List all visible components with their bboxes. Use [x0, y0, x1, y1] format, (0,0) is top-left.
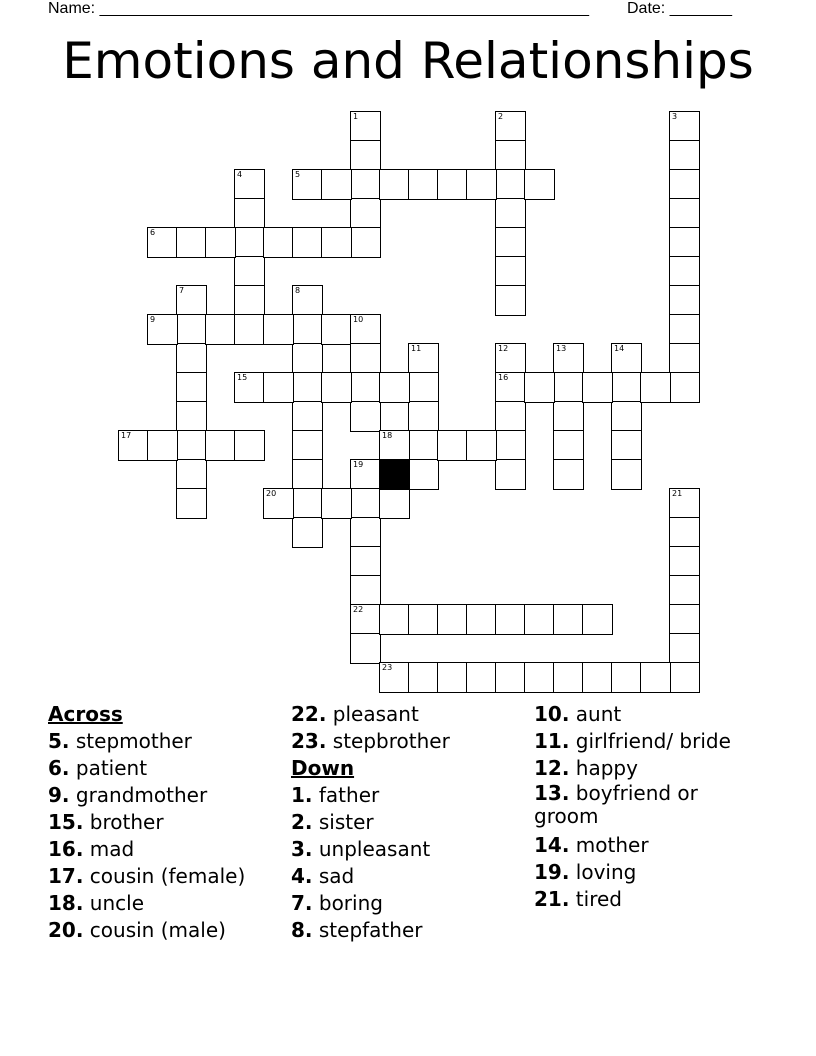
grid-cell[interactable] — [350, 140, 381, 171]
grid-cell[interactable] — [495, 169, 526, 200]
grid-cell[interactable] — [350, 633, 381, 664]
grid-cell[interactable] — [321, 372, 352, 403]
grid-cell[interactable] — [176, 285, 207, 316]
grid-cell[interactable] — [669, 198, 700, 229]
grid-cell[interactable] — [350, 198, 381, 229]
grid-cell[interactable] — [263, 372, 294, 403]
page-title: Emotions and Relationships — [62, 32, 754, 90]
clue-number: 22 — [353, 605, 364, 614]
grid-cell[interactable] — [495, 604, 526, 635]
clue-number: 19 — [353, 460, 364, 469]
clue-number: 13 — [556, 344, 567, 353]
grid-cell[interactable] — [669, 343, 700, 374]
grid-cell[interactable] — [350, 343, 381, 374]
grid-cell[interactable] — [495, 430, 526, 461]
grid-cell[interactable] — [292, 517, 323, 548]
grid-cell[interactable] — [321, 227, 352, 258]
grid-cell[interactable] — [408, 459, 439, 490]
clue-across-16: 16. mad — [48, 837, 135, 861]
clue-across-20: 20. cousin (male) — [48, 918, 226, 942]
grid-cell[interactable] — [205, 227, 236, 258]
clue-number: 5 — [295, 170, 301, 179]
grid-cell[interactable] — [379, 662, 410, 693]
clue-down-14: 14. mother — [534, 833, 649, 857]
grid-cell[interactable] — [263, 314, 294, 345]
grid-cell[interactable] — [292, 285, 323, 316]
grid-cell[interactable] — [292, 314, 323, 345]
grid-cell[interactable] — [176, 488, 207, 519]
down-heading: Down — [291, 756, 355, 780]
grid-cell[interactable] — [553, 343, 584, 374]
clue-column-3 — [534, 701, 764, 913]
clue-down-4: 4. sad — [291, 864, 355, 888]
grid-cell[interactable] — [611, 401, 642, 432]
clue-down-19: 19. loving — [534, 860, 637, 884]
clue-number: 16 — [498, 373, 509, 382]
grid-cell[interactable] — [350, 459, 381, 490]
grid-cell[interactable] — [118, 430, 149, 461]
grid-cell[interactable] — [669, 227, 700, 258]
clue-down-8: 8. stepfather — [291, 918, 423, 942]
grid-cell[interactable] — [495, 343, 526, 374]
grid-cell[interactable] — [437, 662, 468, 693]
grid-cell[interactable] — [669, 111, 700, 142]
grid-cell[interactable] — [321, 488, 352, 519]
grid-cell[interactable] — [553, 604, 584, 635]
clue-across-18: 18. uncle — [48, 891, 145, 915]
grid-cell[interactable] — [379, 169, 410, 200]
grid-cell[interactable] — [495, 459, 526, 490]
grid-cell[interactable] — [669, 633, 700, 664]
clue-down-7: 7. boring — [291, 891, 383, 915]
grid-cell[interactable] — [176, 401, 207, 432]
grid-cell[interactable] — [408, 343, 439, 374]
clue-number: 4 — [237, 170, 243, 179]
grid-cell[interactable] — [292, 401, 323, 432]
grid-cell[interactable] — [350, 111, 381, 142]
grid-cell[interactable] — [350, 604, 381, 635]
grid-cell[interactable] — [234, 169, 265, 200]
grid-cell[interactable] — [495, 227, 526, 258]
grid-cell[interactable] — [437, 430, 468, 461]
grid-cell[interactable] — [147, 314, 178, 345]
grid-cell[interactable] — [205, 430, 236, 461]
grid-cell[interactable] — [524, 662, 555, 693]
clue-across-9: 9. grandmother — [48, 783, 208, 807]
clue-across-6: 6. patient — [48, 756, 148, 780]
grid-cell[interactable] — [176, 372, 207, 403]
grid-cell[interactable] — [292, 227, 323, 258]
clue-down-21: 21. tired — [534, 887, 622, 911]
grid-cell[interactable] — [408, 401, 439, 432]
name-field: Name: _______________________________________________________ — [48, 0, 589, 17]
grid-cell[interactable] — [669, 546, 700, 577]
grid-cell[interactable] — [408, 604, 439, 635]
grid-cell[interactable] — [234, 256, 265, 287]
clue-number: 2 — [498, 112, 504, 121]
clue-down-3: 3. unpleasant — [291, 837, 431, 861]
clue-down-1: 1. father — [291, 783, 380, 807]
grid-cell[interactable] — [350, 169, 381, 200]
grid-cell[interactable] — [263, 488, 294, 519]
grid-cell[interactable] — [466, 662, 497, 693]
grid-cell[interactable] — [350, 488, 381, 519]
grid-cell[interactable] — [234, 430, 265, 461]
grid-cell[interactable] — [292, 372, 323, 403]
grid-cell[interactable] — [553, 662, 584, 693]
grid-cell[interactable] — [611, 662, 642, 693]
grid-cell[interactable] — [524, 372, 555, 403]
grid-cell[interactable] — [553, 459, 584, 490]
grid-cell[interactable] — [147, 227, 178, 258]
grid-cell[interactable] — [495, 372, 526, 403]
grid-cell[interactable] — [524, 169, 555, 200]
grid-cell[interactable] — [379, 430, 410, 461]
grid-cell[interactable] — [495, 256, 526, 287]
grid-cell[interactable] — [669, 140, 700, 171]
grid-cell[interactable] — [176, 459, 207, 490]
clue-across-15: 15. brother — [48, 810, 164, 834]
grid-cell[interactable] — [408, 430, 439, 461]
grid-cell[interactable] — [640, 662, 671, 693]
clue-down-2: 2. sister — [291, 810, 374, 834]
grid-cell[interactable] — [321, 314, 352, 345]
grid-cell[interactable] — [669, 517, 700, 548]
grid-cell[interactable] — [234, 285, 265, 316]
clue-down-11: 11. girlfriend/ bride — [534, 729, 731, 753]
grid-cell[interactable] — [466, 430, 497, 461]
grid-cell[interactable] — [669, 488, 700, 519]
grid-cell[interactable] — [234, 314, 265, 345]
grid-cell[interactable] — [176, 227, 207, 258]
grid-cell[interactable] — [234, 227, 265, 258]
clue-number: 1 — [353, 112, 359, 121]
grid-cell[interactable] — [292, 459, 323, 490]
clue-across-23: 23. stepbrother — [291, 729, 450, 753]
clue-number: 17 — [121, 431, 132, 440]
grid-cell[interactable] — [495, 401, 526, 432]
clue-number: 10 — [353, 315, 364, 324]
clue-across-17: 17. cousin (female) — [48, 864, 246, 888]
clue-across-22: 22. pleasant — [291, 702, 419, 726]
clue-number: 9 — [150, 315, 156, 324]
clue-down-12: 12. happy — [534, 756, 638, 780]
grid-cell[interactable] — [495, 662, 526, 693]
grid-cell[interactable] — [292, 343, 323, 374]
clue-number: 6 — [150, 228, 156, 237]
grid-cell[interactable] — [495, 198, 526, 229]
clue-number: 14 — [614, 344, 625, 353]
black-square — [379, 459, 410, 490]
grid-cell[interactable] — [611, 372, 642, 403]
grid-cell[interactable] — [437, 169, 468, 200]
grid-cell[interactable] — [408, 662, 439, 693]
grid-cell[interactable] — [147, 430, 178, 461]
grid-cell[interactable] — [669, 662, 700, 693]
grid-cell[interactable] — [669, 285, 700, 316]
clue-number: 18 — [382, 431, 393, 440]
clue-down-13: 13. boyfriend or groom — [534, 781, 698, 828]
grid-cell[interactable] — [669, 372, 700, 403]
grid-cell[interactable] — [379, 604, 410, 635]
grid-cell[interactable] — [176, 314, 207, 345]
clue-column-2 — [291, 701, 521, 944]
clue-number: 23 — [382, 663, 393, 672]
grid-cell[interactable] — [176, 343, 207, 374]
grid-cell[interactable] — [466, 169, 497, 200]
grid-cell[interactable] — [350, 517, 381, 548]
clue-number: 8 — [295, 286, 301, 295]
grid-cell[interactable] — [669, 314, 700, 345]
grid-cell[interactable] — [495, 285, 526, 316]
grid-cell[interactable] — [234, 372, 265, 403]
clue-number: 12 — [498, 344, 509, 353]
clue-number: 21 — [672, 489, 683, 498]
grid-cell[interactable] — [669, 575, 700, 606]
grid-cell[interactable] — [408, 372, 439, 403]
grid-cell[interactable] — [669, 604, 700, 635]
grid-cell[interactable] — [205, 314, 236, 345]
grid-cell[interactable] — [495, 111, 526, 142]
grid-cell[interactable] — [292, 169, 323, 200]
grid-cell[interactable] — [379, 488, 410, 519]
grid-cell[interactable] — [611, 459, 642, 490]
grid-cell[interactable] — [292, 488, 323, 519]
grid-cell[interactable] — [350, 314, 381, 345]
grid-cell[interactable] — [582, 372, 613, 403]
grid-cell[interactable] — [582, 604, 613, 635]
grid-cell[interactable] — [350, 575, 381, 606]
grid-cell[interactable] — [611, 430, 642, 461]
clue-number: 11 — [411, 344, 422, 353]
grid-cell[interactable] — [524, 604, 555, 635]
grid-cell[interactable] — [495, 140, 526, 171]
grid-cell[interactable] — [350, 401, 381, 432]
grid-cell[interactable] — [379, 372, 410, 403]
grid-cell[interactable] — [553, 401, 584, 432]
clue-number: 15 — [237, 373, 248, 382]
grid-cell[interactable] — [350, 227, 381, 258]
grid-cell[interactable] — [582, 662, 613, 693]
grid-cell[interactable] — [553, 372, 584, 403]
clue-number: 3 — [672, 112, 678, 121]
clue-number: 7 — [179, 286, 185, 295]
grid-cell[interactable] — [176, 430, 207, 461]
across-heading: Across — [48, 702, 123, 726]
clue-across-5: 5. stepmother — [48, 729, 192, 753]
grid-cell[interactable] — [263, 227, 294, 258]
grid-cell[interactable] — [292, 430, 323, 461]
date-field: Date: _______ — [627, 0, 732, 17]
grid-cell[interactable] — [234, 198, 265, 229]
grid-cell[interactable] — [350, 372, 381, 403]
grid-cell[interactable] — [350, 546, 381, 577]
grid-cell[interactable] — [408, 169, 439, 200]
grid-cell[interactable] — [466, 604, 497, 635]
grid-cell[interactable] — [669, 256, 700, 287]
clue-column-1 — [48, 701, 278, 944]
grid-cell[interactable] — [640, 372, 671, 403]
grid-cell[interactable] — [611, 343, 642, 374]
grid-cell[interactable] — [437, 604, 468, 635]
clue-down-10: 10. aunt — [534, 702, 622, 726]
clue-number: 20 — [266, 489, 277, 498]
grid-cell[interactable] — [321, 169, 352, 200]
grid-cell[interactable] — [669, 169, 700, 200]
grid-cell[interactable] — [553, 430, 584, 461]
